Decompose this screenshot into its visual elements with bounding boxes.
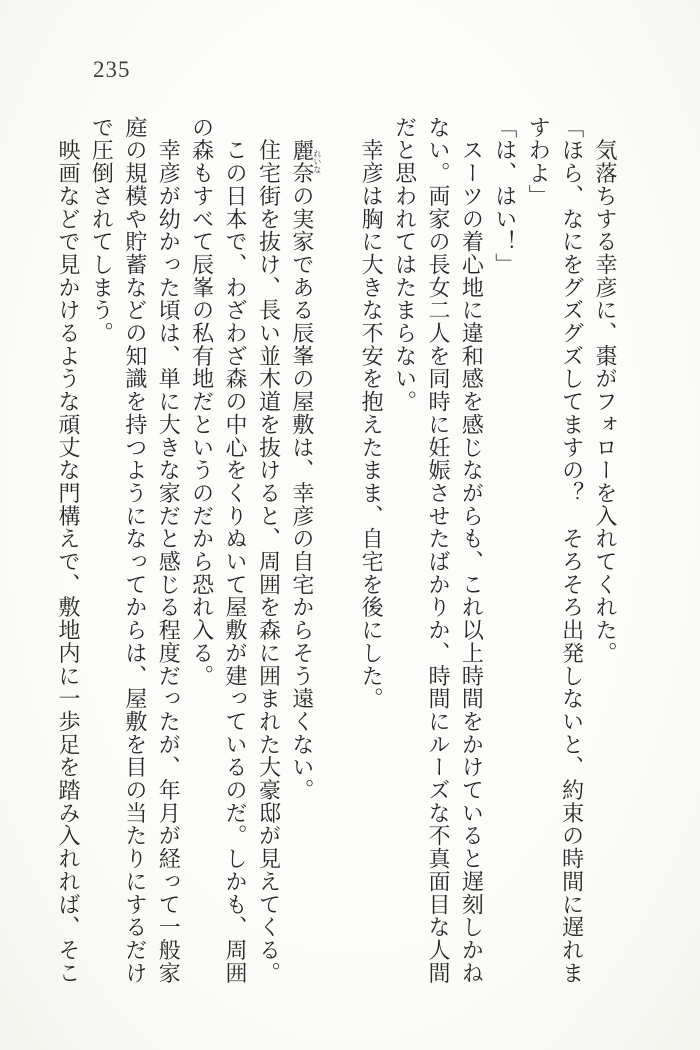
column-break — [321, 116, 354, 988]
text-column: 気落ちする幸彦に、棗がフォローを入れてくれた。 — [593, 116, 618, 665]
text-column: 庭の規模や貯蓄などの知識を持つようになってからは、屋敷を目の当たりにするだけ — [122, 116, 148, 985]
text-column: で圧倒されてしまう。 — [89, 116, 115, 345]
text-column: この日本で、わざわざ森の中心をくりぬいて屋敷が建っているのだ。しかも、周囲 — [223, 116, 249, 985]
text-column: スーツの着心地に違和感を感じながらも、これ以上時間をかけていると遅刻しかね — [459, 116, 485, 985]
page-text — [52, 116, 622, 988]
text-column: 住宅街を抜け、長い並木道を抜けると、周囲を森に囲まれた大豪邸が見えてくる。 — [256, 116, 282, 985]
text-column: 「ほら、なにをグズグズしてますの？ そろそろ出発しないと、約束の時間に遅れま — [559, 116, 585, 985]
page-number: 235 — [93, 57, 131, 82]
text-column: 映画などで見かけるような頑丈な門構えで、敷地内に一歩足を踏み入れれば、そこ — [56, 116, 81, 985]
text-column: 「は、はい！」 — [492, 116, 518, 276]
text-column: 麗奈れいなの実家である辰峯の屋敷は、幸彦の自宅からそう遠くない。 — [289, 138, 322, 802]
text-column: ない。両家の長女二人を同時に妊娠させたばかりか、時間にルーズな不真面目な人間 — [425, 116, 451, 985]
text-column: 幸彦が幼かった頃は、単に大きな家だと感じる程度だったが、年月が経って一般家 — [156, 116, 182, 985]
text-column: すわよ」 — [526, 116, 552, 208]
text-column: だと思われてはたまらない。 — [392, 116, 418, 414]
furigana-ruby: 麗奈れいな — [289, 138, 322, 185]
text-column: の森もすべて辰峯の私有地だというのだから恐れ入る。 — [189, 116, 215, 688]
text-column: 幸彦は胸に大きな不安を抱えたまま、自宅を後にした。 — [359, 116, 385, 711]
